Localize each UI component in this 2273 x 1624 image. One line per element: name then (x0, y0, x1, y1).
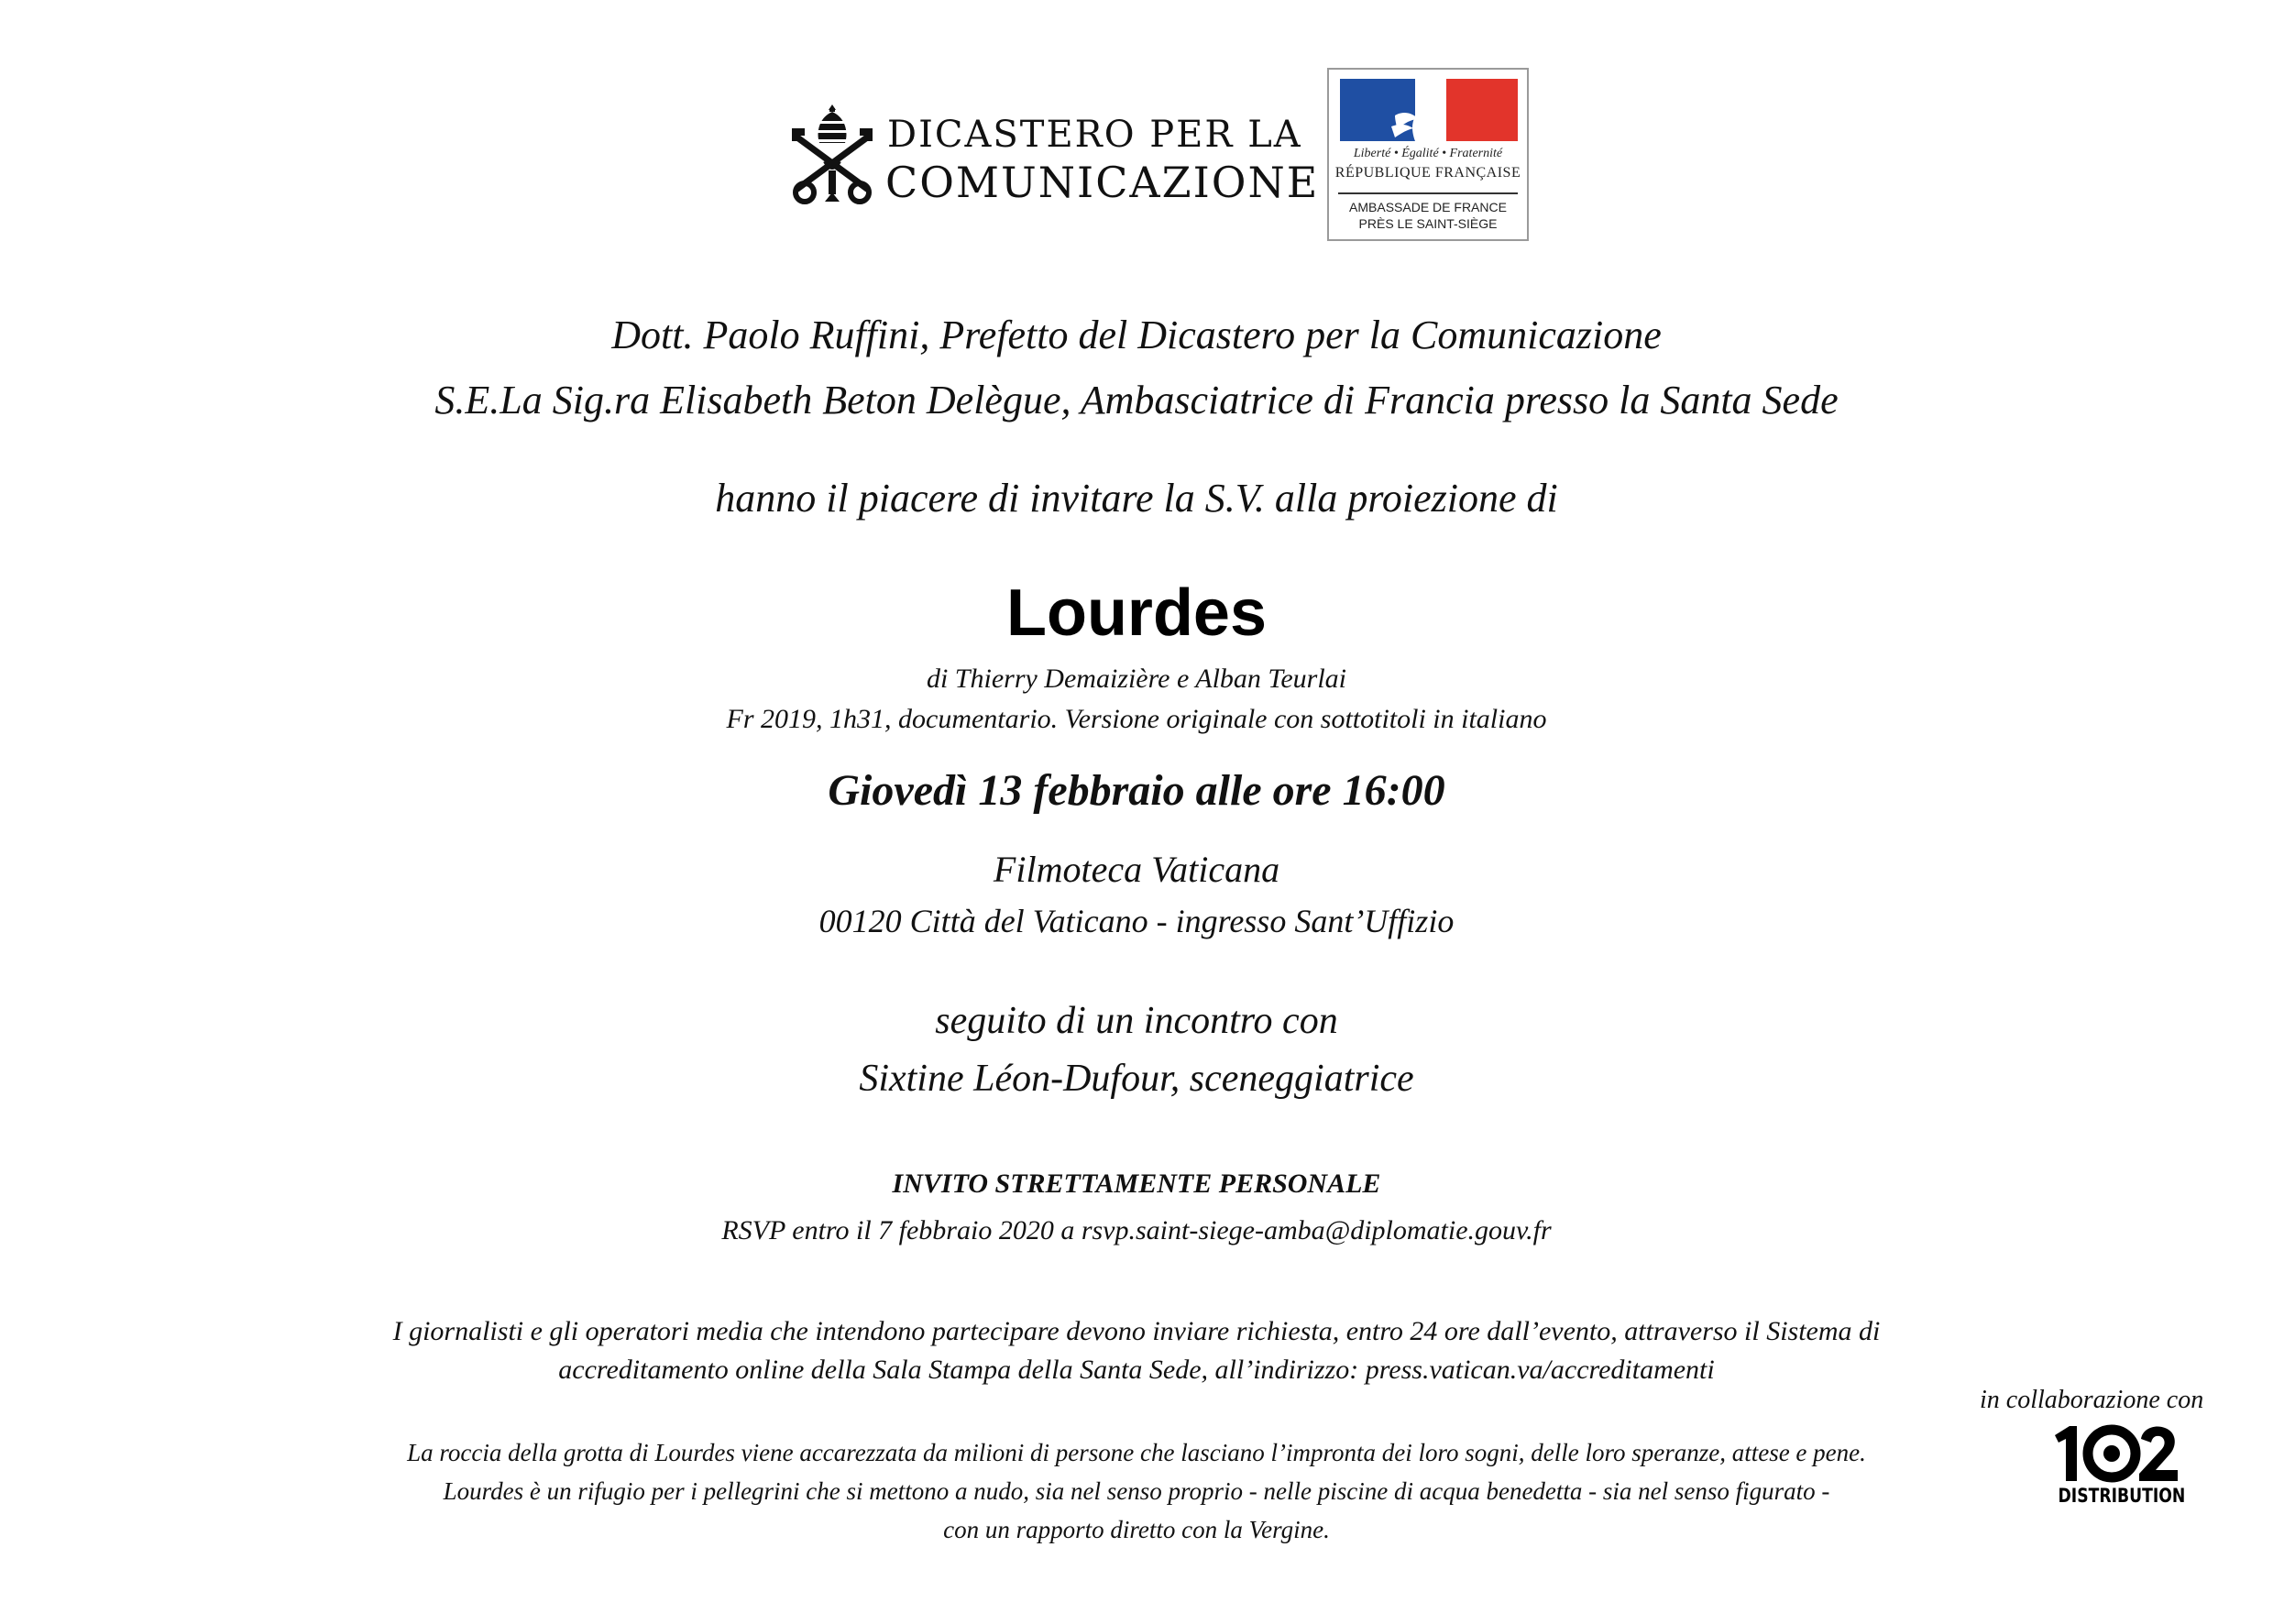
host-line-2: S.E.La Sig.ra Elisabeth Beton Delègue, Ambasciatrice di Francia presso la Santa Sede (434, 378, 1839, 422)
ambassade-line-2: PRÈS LE SAINT-SIÈGE (1358, 216, 1498, 231)
ambassade-de-france-logo (1327, 68, 1529, 241)
host-line-1: Dott. Paolo Ruffini, Prefetto del Dicastero per la Comunicazione (611, 313, 1662, 357)
film-directors: di Thierry Demaizière e Alban Teurlai (926, 664, 1347, 694)
republic-motto: Liberté • Égalité • Fraternité (1353, 147, 1503, 160)
guest-speaker: Sixtine Léon-Dufour, sceneggiatrice (859, 1058, 1414, 1100)
distribution-word: DISTRIBUTION (2058, 1485, 2186, 1507)
film-title: Lourdes (1005, 576, 1268, 650)
followed-by: seguito di un incontro con (935, 1000, 1338, 1042)
papal-coat-of-arms-icon (788, 101, 876, 207)
logo-divider (1338, 192, 1518, 194)
flag-red (1446, 79, 1518, 141)
synopsis-line-2: Lourdes è un rifugio per i pellegrini che si mettono a nudo, sia nel senso proprio - nelle piscine di acqua benedetta - sia nel senso figurato - (443, 1477, 1830, 1505)
synopsis-line-3: con un rapporto diretto con la Vergine. (943, 1516, 1330, 1543)
film-details: Fr 2019, 1h31, documentario. Versione originale con sottotitoli in italiano (726, 704, 1547, 734)
marianne-flag-icon (1340, 79, 1518, 141)
republique-francaise: RÉPUBLIQUE FRANÇAISE (1334, 165, 1521, 181)
rsvp-line: RSVP entro il 7 febbraio 2020 a rsvp.saint-siege-amba@diplomatie.gouv.fr (721, 1215, 1552, 1245)
ambassade-line-1: AMBASSADE DE FRANCE (1349, 200, 1507, 214)
press-note-line-1: I giornalisti e gli operatori media che intendono partecipare devono inviare richiesta, entro 24 ore dall’evento, attraverso il Sistema di (392, 1316, 1881, 1346)
personal-invitation-note: INVITO STRETTAMENTE PERSONALE (892, 1169, 1381, 1199)
dicastero-line-2: COMUNICAZIONE (885, 158, 1320, 207)
event-date: Giovedì 13 febbraio alle ore 16:00 (828, 766, 1445, 815)
venue-name: Filmoteca Vaticana (993, 849, 1280, 890)
collaboration-label: in collaborazione con (1980, 1386, 2204, 1414)
102-distribution-logo (2046, 1422, 2186, 1514)
dicastero-logo (788, 101, 1320, 211)
dicastero-line-1: DICASTERO PER LA (887, 114, 1302, 156)
press-note-line-2: accreditamento online della Sala Stampa della Santa Sede, all’indirizzo: press.vatican.va/accreditamenti (558, 1355, 1715, 1385)
invitation-line: hanno il piacere di invitare la S.V. alla proiezione di (715, 476, 1558, 521)
synopsis-line-1: La roccia della grotta di Lourdes viene accarezzata da milioni di persone che lasciano l’impronta dei loro sogni, delle loro speranze, attese e pene. (407, 1439, 1866, 1466)
venue-address: 00120 Città del Vaticano - ingresso Sant’Uffizio (818, 903, 1455, 939)
102-logo-mark (2046, 1422, 2183, 1485)
